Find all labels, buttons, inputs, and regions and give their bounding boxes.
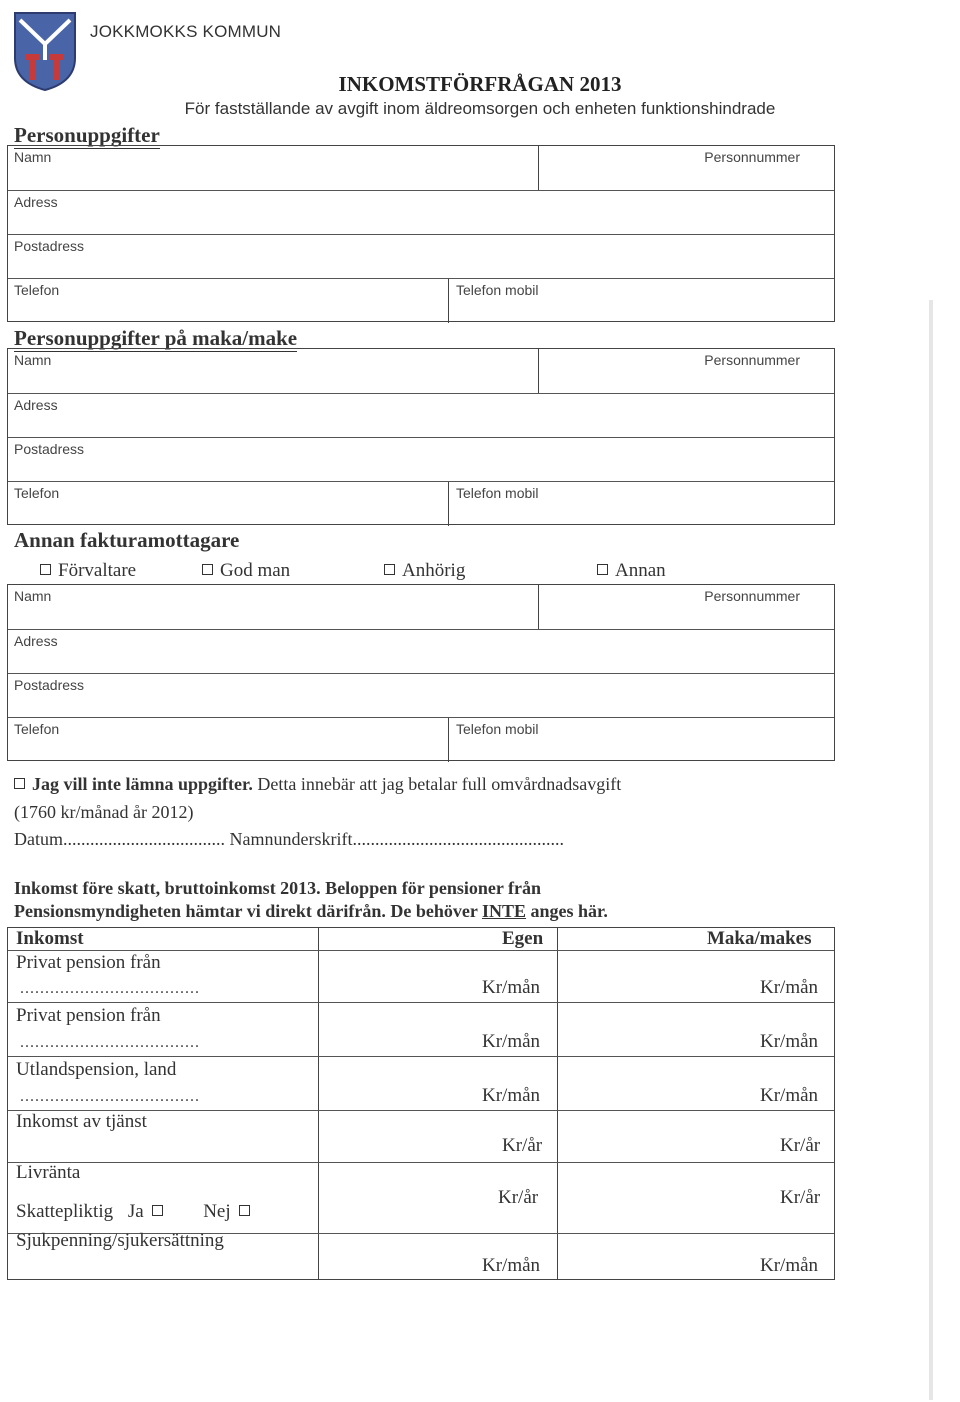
row-label-annuity: Livränta [16, 1162, 81, 1183]
option-god-man[interactable]: God man [202, 560, 290, 582]
fee-note: (1760 kr/månad år 2012) [14, 802, 194, 822]
phone-field[interactable]: Telefon [14, 282, 60, 298]
scan-edge-decoration [929, 300, 933, 1400]
spouse-name-row [8, 349, 834, 393]
date-field[interactable]: .................................... [63, 829, 225, 849]
taxable-label: Skattepliktig [16, 1201, 114, 1222]
billing-phone-field[interactable]: Telefon [14, 721, 60, 737]
row-dots-private-pension-2[interactable]: .................................... [20, 1034, 200, 1051]
billing-mobile-phone-field[interactable]: Telefon mobil [456, 721, 539, 737]
own-amount-annuity[interactable]: Kr/år [498, 1187, 539, 1208]
income-heading-line1: Inkomst före skatt, bruttoinkomst 2013. Beloppen för pensioner från [14, 878, 542, 898]
billing-name-field[interactable]: Namn [14, 588, 52, 604]
spouse-amount-private-pension-2[interactable]: Kr/mån [760, 1031, 819, 1052]
billing-name-row [8, 585, 834, 629]
own-amount-private-pension-1[interactable]: Kr/mån [482, 977, 541, 998]
spouse-postal-row [8, 437, 834, 482]
option-forvaltare[interactable]: Förvaltare [40, 560, 136, 582]
spouse-name-field[interactable]: Namn [14, 352, 52, 368]
personal-info-form [7, 145, 835, 322]
spouse-mobile-phone-field[interactable]: Telefon mobil [456, 485, 539, 501]
own-amount-private-pension-2[interactable]: Kr/mån [482, 1031, 541, 1052]
document-title: INKOMSTFÖRFRÅGAN 2013 [338, 72, 622, 96]
billing-personal-number-field[interactable]: Personnummer [704, 588, 800, 604]
billing-postal-row [8, 673, 834, 718]
mobile-phone-field[interactable]: Telefon mobil [456, 282, 539, 298]
option-anhorig[interactable]: Anhörig [384, 560, 465, 582]
income-table [7, 927, 835, 1280]
column-header-own: Egen [502, 928, 544, 949]
row-dots-private-pension-1[interactable]: .................................... [20, 980, 200, 997]
taxable-yes-label: Ja [127, 1201, 144, 1222]
spouse-phone-field[interactable]: Telefon [14, 485, 60, 501]
checkbox-icon[interactable] [14, 778, 25, 789]
row-label-employment-income: Inkomst av tjänst [16, 1111, 147, 1132]
checkbox-icon[interactable] [40, 564, 51, 575]
spouse-personal-number-field[interactable]: Personnummer [704, 352, 800, 368]
column-header-spouse: Maka/makes [707, 928, 812, 949]
address-row [8, 190, 834, 235]
spouse-postal-address-field[interactable]: Postadress [14, 441, 85, 457]
name-field[interactable]: Namn [14, 149, 52, 165]
postal-address-field[interactable]: Postadress [14, 238, 85, 254]
spouse-amount-sick-pay[interactable]: Kr/mån [760, 1255, 819, 1276]
signature-label: Namnunderskrift [229, 829, 353, 849]
row-label-private-pension-1: Privat pension från [16, 952, 161, 973]
spouse-address-row [8, 393, 834, 438]
section-heading-spouse: Personuppgifter på maka/make [14, 326, 298, 350]
date-label: Datum [14, 829, 63, 849]
row-label-private-pension-2: Privat pension från [16, 1005, 161, 1026]
name-row [8, 146, 834, 190]
taxable-options [16, 1201, 257, 1223]
billing-address-field[interactable]: Adress [14, 633, 58, 649]
address-field[interactable]: Adress [14, 194, 58, 210]
spouse-amount-annuity[interactable]: Kr/år [780, 1187, 821, 1208]
option-annan[interactable]: Annan [597, 560, 666, 582]
section-heading-personal: Personuppgifter [14, 123, 160, 147]
taxable-no-label: Nej [203, 1201, 231, 1222]
income-heading [14, 877, 844, 923]
own-amount-sick-pay[interactable]: Kr/mån [482, 1255, 541, 1276]
spouse-address-field[interactable]: Adress [14, 397, 58, 413]
income-heading-line2: Pensionsmyndigheten hämtar vi direkt därifrån. De behöver INTE anges här. [14, 901, 608, 921]
spouse-info-form [7, 348, 835, 525]
phone-row [8, 278, 834, 323]
row-dots-foreign-pension[interactable]: .................................... [20, 1088, 200, 1105]
column-header-income: Inkomst [16, 928, 84, 949]
row-label-sick-pay: Sjukpenning/sjukersättning [16, 1230, 224, 1251]
spouse-amount-foreign-pension[interactable]: Kr/mån [760, 1085, 819, 1106]
spouse-amount-employment-income[interactable]: Kr/år [780, 1135, 821, 1156]
billing-address-row [8, 629, 834, 674]
own-amount-employment-income[interactable]: Kr/år [502, 1135, 543, 1156]
billing-info-form [7, 584, 835, 761]
decline-declaration[interactable]: Jag vill inte lämna uppgifter. Detta innebär att jag betalar full omvårdnadsavgift [14, 774, 621, 795]
checkbox-icon[interactable] [202, 564, 213, 575]
postal-address-row [8, 234, 834, 279]
own-amount-foreign-pension[interactable]: Kr/mån [482, 1085, 541, 1106]
section-heading-billing: Annan fakturamottagare [14, 528, 240, 552]
row-label-foreign-pension: Utlandspension, land [16, 1059, 177, 1080]
taxable-no-checkbox-icon[interactable] [239, 1205, 250, 1216]
taxable-yes-checkbox-icon[interactable] [152, 1205, 163, 1216]
organization-name: JOKKMOKKS KOMMUN [90, 22, 282, 41]
signature-line [14, 829, 564, 850]
personal-number-field[interactable]: Personnummer [704, 149, 800, 165]
signature-field[interactable]: ............................................... [352, 829, 564, 849]
spouse-amount-private-pension-1[interactable]: Kr/mån [760, 977, 819, 998]
document-subtitle: För fastställande av avgift inom äldreomsorgen och enheten funktionshindrade [184, 99, 776, 118]
checkbox-icon[interactable] [384, 564, 395, 575]
billing-phone-row [8, 717, 834, 762]
spouse-phone-row [8, 481, 834, 526]
checkbox-icon[interactable] [597, 564, 608, 575]
billing-postal-address-field[interactable]: Postadress [14, 677, 85, 693]
